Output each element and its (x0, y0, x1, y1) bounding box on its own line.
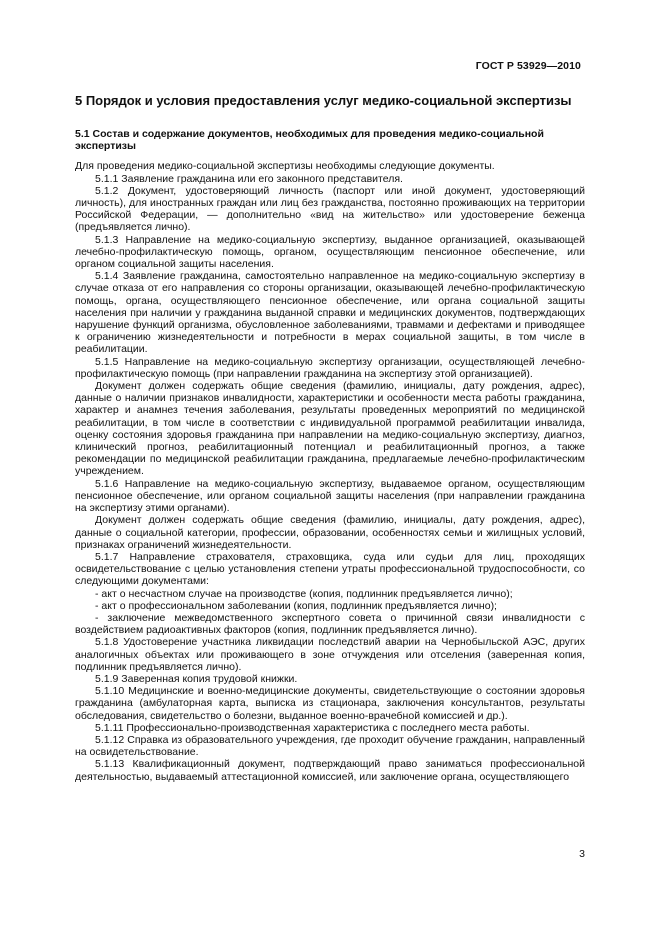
section-title: 5 Порядок и условия предоставления услуг медико-социальной экспертизы (75, 93, 572, 108)
paragraph-5-1-5: 5.1.5 Направление на медико-социальную экспертизу организации, осуществляющей лечебно-профилактическую помощь (при направлении гражданина на экспертизу этой организацией). (75, 355, 585, 380)
paragraph-5-1-6-document: Документ должен содержать общие сведения (фамилию, инициалы, дату рождения, адрес), данные о социальной категории, профессии, образовании, особенностях семьи и жилищных условий, признаках ограничений жизнедеятельности. (75, 514, 585, 551)
subsection-title: 5.1 Состав и содержание документов, необходимых для проведения медико-социальной экспертизы (75, 128, 544, 153)
paragraph-5-1-10: 5.1.10 Медицинские и военно-медицинские документы, свидетельствующие о состоянии здоровья гражданина (амбулаторная карта, выписка из стационара, заключения консультантов, результаты обследования, свидетельство о болезни, выданное военно-врачебной комиссией и др.). (75, 685, 585, 722)
list-item: - акт о несчастном случае на производстве (копия, подлинник предъявляется лично); (95, 587, 513, 600)
paragraph-5-1-9: 5.1.9 Заверенная копия трудовой книжки. (95, 672, 298, 685)
paragraph-5-1-4: 5.1.4 Заявление гражданина, самостоятельно направленное на медико-социальную экспертизу в случае отказа от его направления со стороны организации, оказывающей лечебно-профилактическую помощь, органа, осуществляющего пенсионное обеспечение, или органа социальной защиты населения при наличии у гражданина выданной справки и медицинских документов, подтверждающих нарушение функций организма, обусловленное заболеваниями, травмами и дефектами и приводящее к ограничению жизнедеятельности и потребности в мерах социальной защиты, в том числе в реабилитации. (75, 270, 585, 356)
paragraph-5-1-12: 5.1.12 Справка из образовательного учреждения, где проходит обучение гражданин, направленный на освидетельствование. (75, 733, 585, 759)
paragraph-5-1-5-document: Документ должен содержать общие сведения (фамилию, инициалы, дату рождения, адрес), данные о наличии признаков инвалидности, характеристики и особенности места работы гражданина, характер и анамнез течения заболевания, результаты проведенных мероприятий по медицинской реабилитации, в том числе в соответствии с индивидуальной программой реабилитации инвалида, оценку состояния здоровья гражданина при направлении на медико-социальную экспертизу, диагноз, клинический прогноз, реабилитационный потенциал и реабилитационный прогноз, а также рекомендации по медицинской реабилитации гражданина, предлагаемые лечебно-профилактическим учреждением. (75, 380, 585, 478)
list-item: - заключение межведомственного экспертного совета о причинной связи инвалидности с воздействием радиоактивных факторов (копия, подлинник предъявляется лично). (75, 611, 585, 637)
paragraph-5-1-6: 5.1.6 Направление на медико-социальную экспертизу, выдаваемое органом, осуществляющим пенсионное обеспечение, или органом социальной защиты населения (при направлении гражданина на экспертизу этими органами). (75, 477, 585, 515)
paragraph-5-1-8: 5.1.8 Удостоверение участника ликвидации последствий аварии на Чернобыльской АЭС, других аналогичных объектах или проживающего в зоне отчуждения или отселения (заверенная копия, подлинник предъявляется лично). (75, 636, 585, 673)
document-body (75, 93, 585, 783)
paragraph-5-1-1: 5.1.1 Заявление гражданина или его законного представителя. (95, 172, 403, 185)
paragraph-intro: Для проведения медико-социальной экспертизы необходимы следующие документы. (75, 160, 495, 173)
paragraph-5-1-2: 5.1.2 Документ, удостоверяющий личность (паспорт или иной документ, удостоверяющий личность), для иностранных граждан или лиц без гражданства, постоянно проживающих на территории Российской Федерации, — дополнительно «вид на жительство» или удостоверение беженца (предъявляется лично). (75, 184, 585, 234)
standard-code: ГОСТ Р 53929—2010 (475, 60, 581, 72)
paragraph-5-1-3: 5.1.3 Направление на медико-социальную экспертизу, выданное организацией, оказывающей лечебно-профилактическую помощь, органом, осуществляющим пенсионное обеспечение, или органом социальной защиты населения. (75, 233, 585, 271)
paragraph-5-1-11: 5.1.11 Профессионально-производственная характеристика с последнего места работы. (95, 721, 530, 734)
paragraph-5-1-13: 5.1.13 Квалификационный документ, подтверждающий право заниматься профессиональной деятельностью, выдаваемый аттестационной комиссией, или заключение органа, осуществляющего (75, 758, 585, 783)
paragraph-5-1-7: 5.1.7 Направление страхователя, страховщика, суда или судьи для лиц, проходящих освидетельствование с целью установления степени утраты профессиональной трудоспособности, со следующими документами: (75, 550, 585, 588)
page-number: 3 (579, 848, 585, 860)
list-item: - акт о профессиональном заболевании (копия, подлинник предъявляется лично); (95, 599, 497, 612)
